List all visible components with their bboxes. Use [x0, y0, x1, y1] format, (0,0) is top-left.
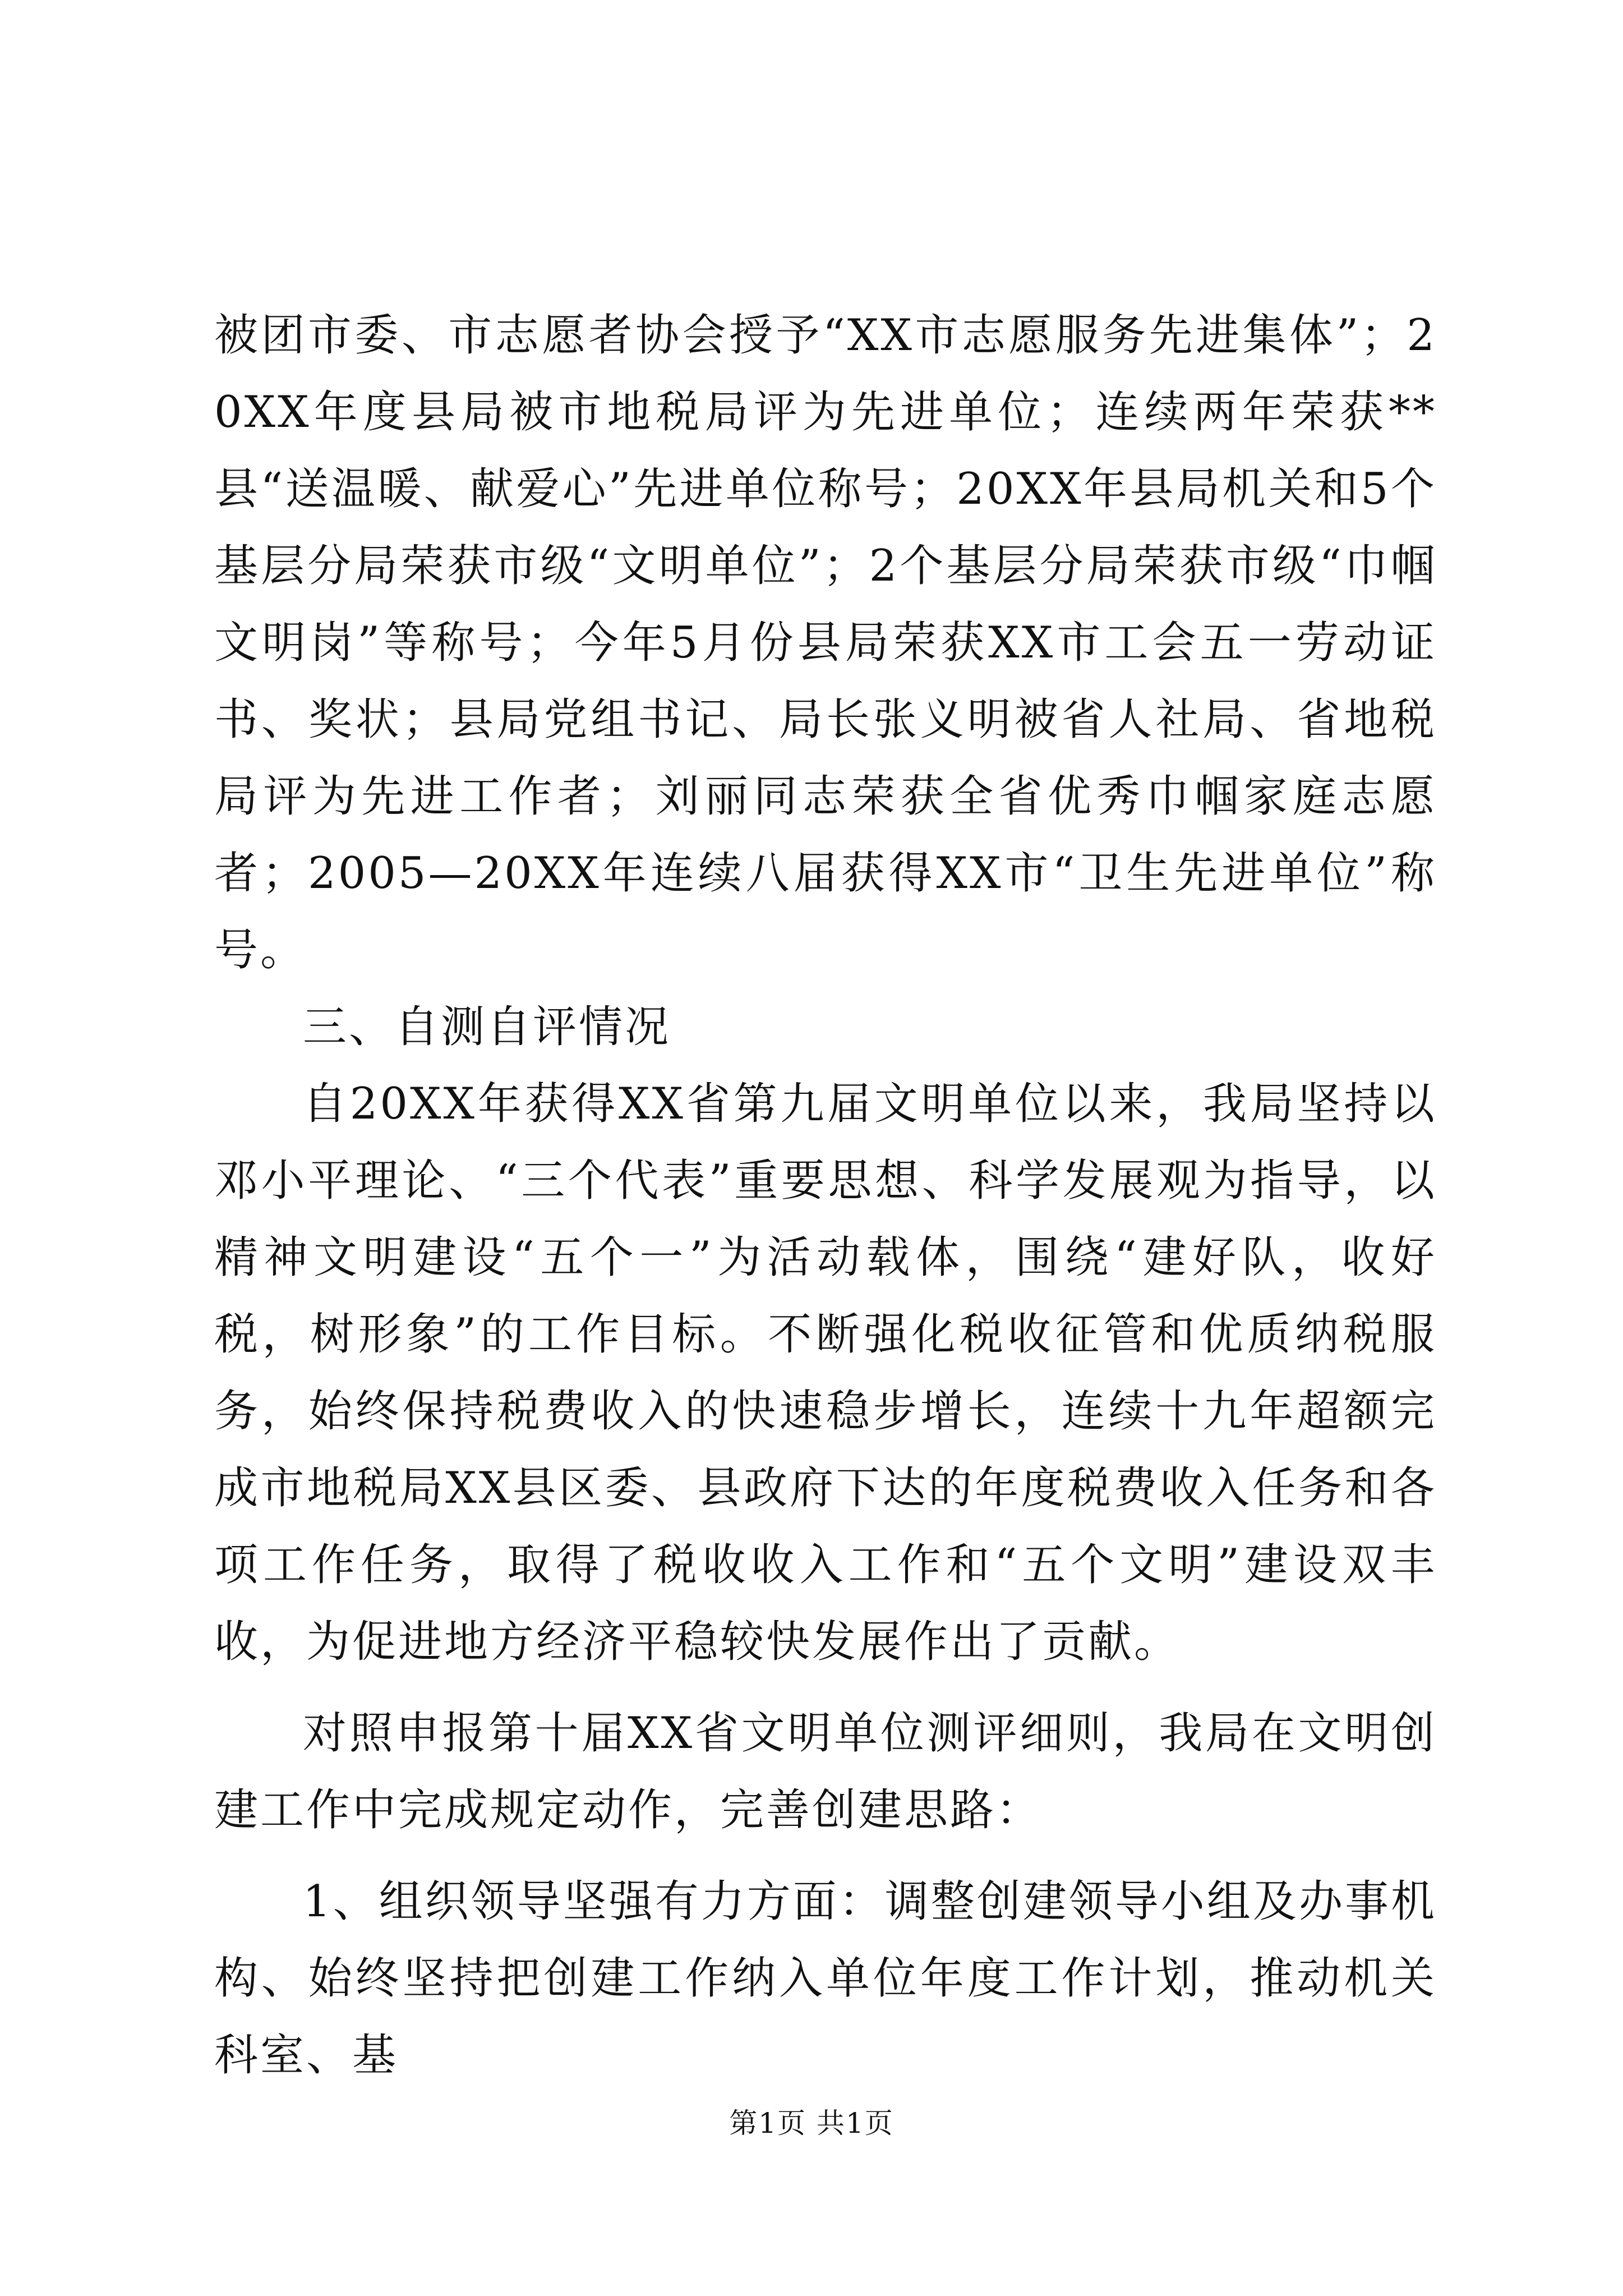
paragraph-organization-leadership: 1、组织领导坚强有力方面：调整创建领导小组及办事机构、始终坚持把创建工作纳入单位年度工作计划，推动机关科室、基 — [214, 1876, 1437, 2081]
section-heading-self-assessment: 三、自测自评情况 — [303, 1002, 671, 1052]
paragraph-awards-continuation: 被团市委、市志愿者协会授予“XX市志愿服务先进集体”；20XX年度县局被市地税局评为先进单位；连续两年荣获**县“送温暖、献爱心”先进单位称号；20XX年县局机关和5个基层分局荣获市级“文明单位”；2个基层分局荣获市级“巾帼文明岗”等称号；今年5月份县局荣获XX市工会五一劳动证书、奖状；县局党组书记、局长张义明被省人社局、省地税局评为先进工作者；刘丽同志荣获全省优秀巾帼家庭志愿者；2005—20XX年连续八届获得XX市“卫生先进单位”称号。 — [214, 310, 1437, 976]
page-number-footer: 第1页 共1页 — [729, 2107, 894, 2139]
paragraph-evaluation-criteria: 对照申报第十届XX省文明单位测评细则，我局在文明创建工作中完成规定动作，完善创建思路： — [214, 1708, 1437, 1835]
paragraph-self-assessment-summary: 自20XX年获得XX省第九届文明单位以来，我局坚持以邓小平理论、“三个代表”重要思想、科学发展观为指导，以精神文明建设“五个一”为活动载体，围绕“建好队，收好税，树形象”的工作目标。不断强化税收征管和优质纳税服务，始终保持税费收入的快速稳步增长，连续十九年超额完成市地税局XX县区委、县政府下达的年度税费收入任务和各项工作任务，取得了税收收入工作和“五个文明”建设双丰收，为促进地方经济平稳较快发展作出了贡献。 — [214, 1079, 1437, 1667]
document-body — [214, 297, 1437, 2094]
